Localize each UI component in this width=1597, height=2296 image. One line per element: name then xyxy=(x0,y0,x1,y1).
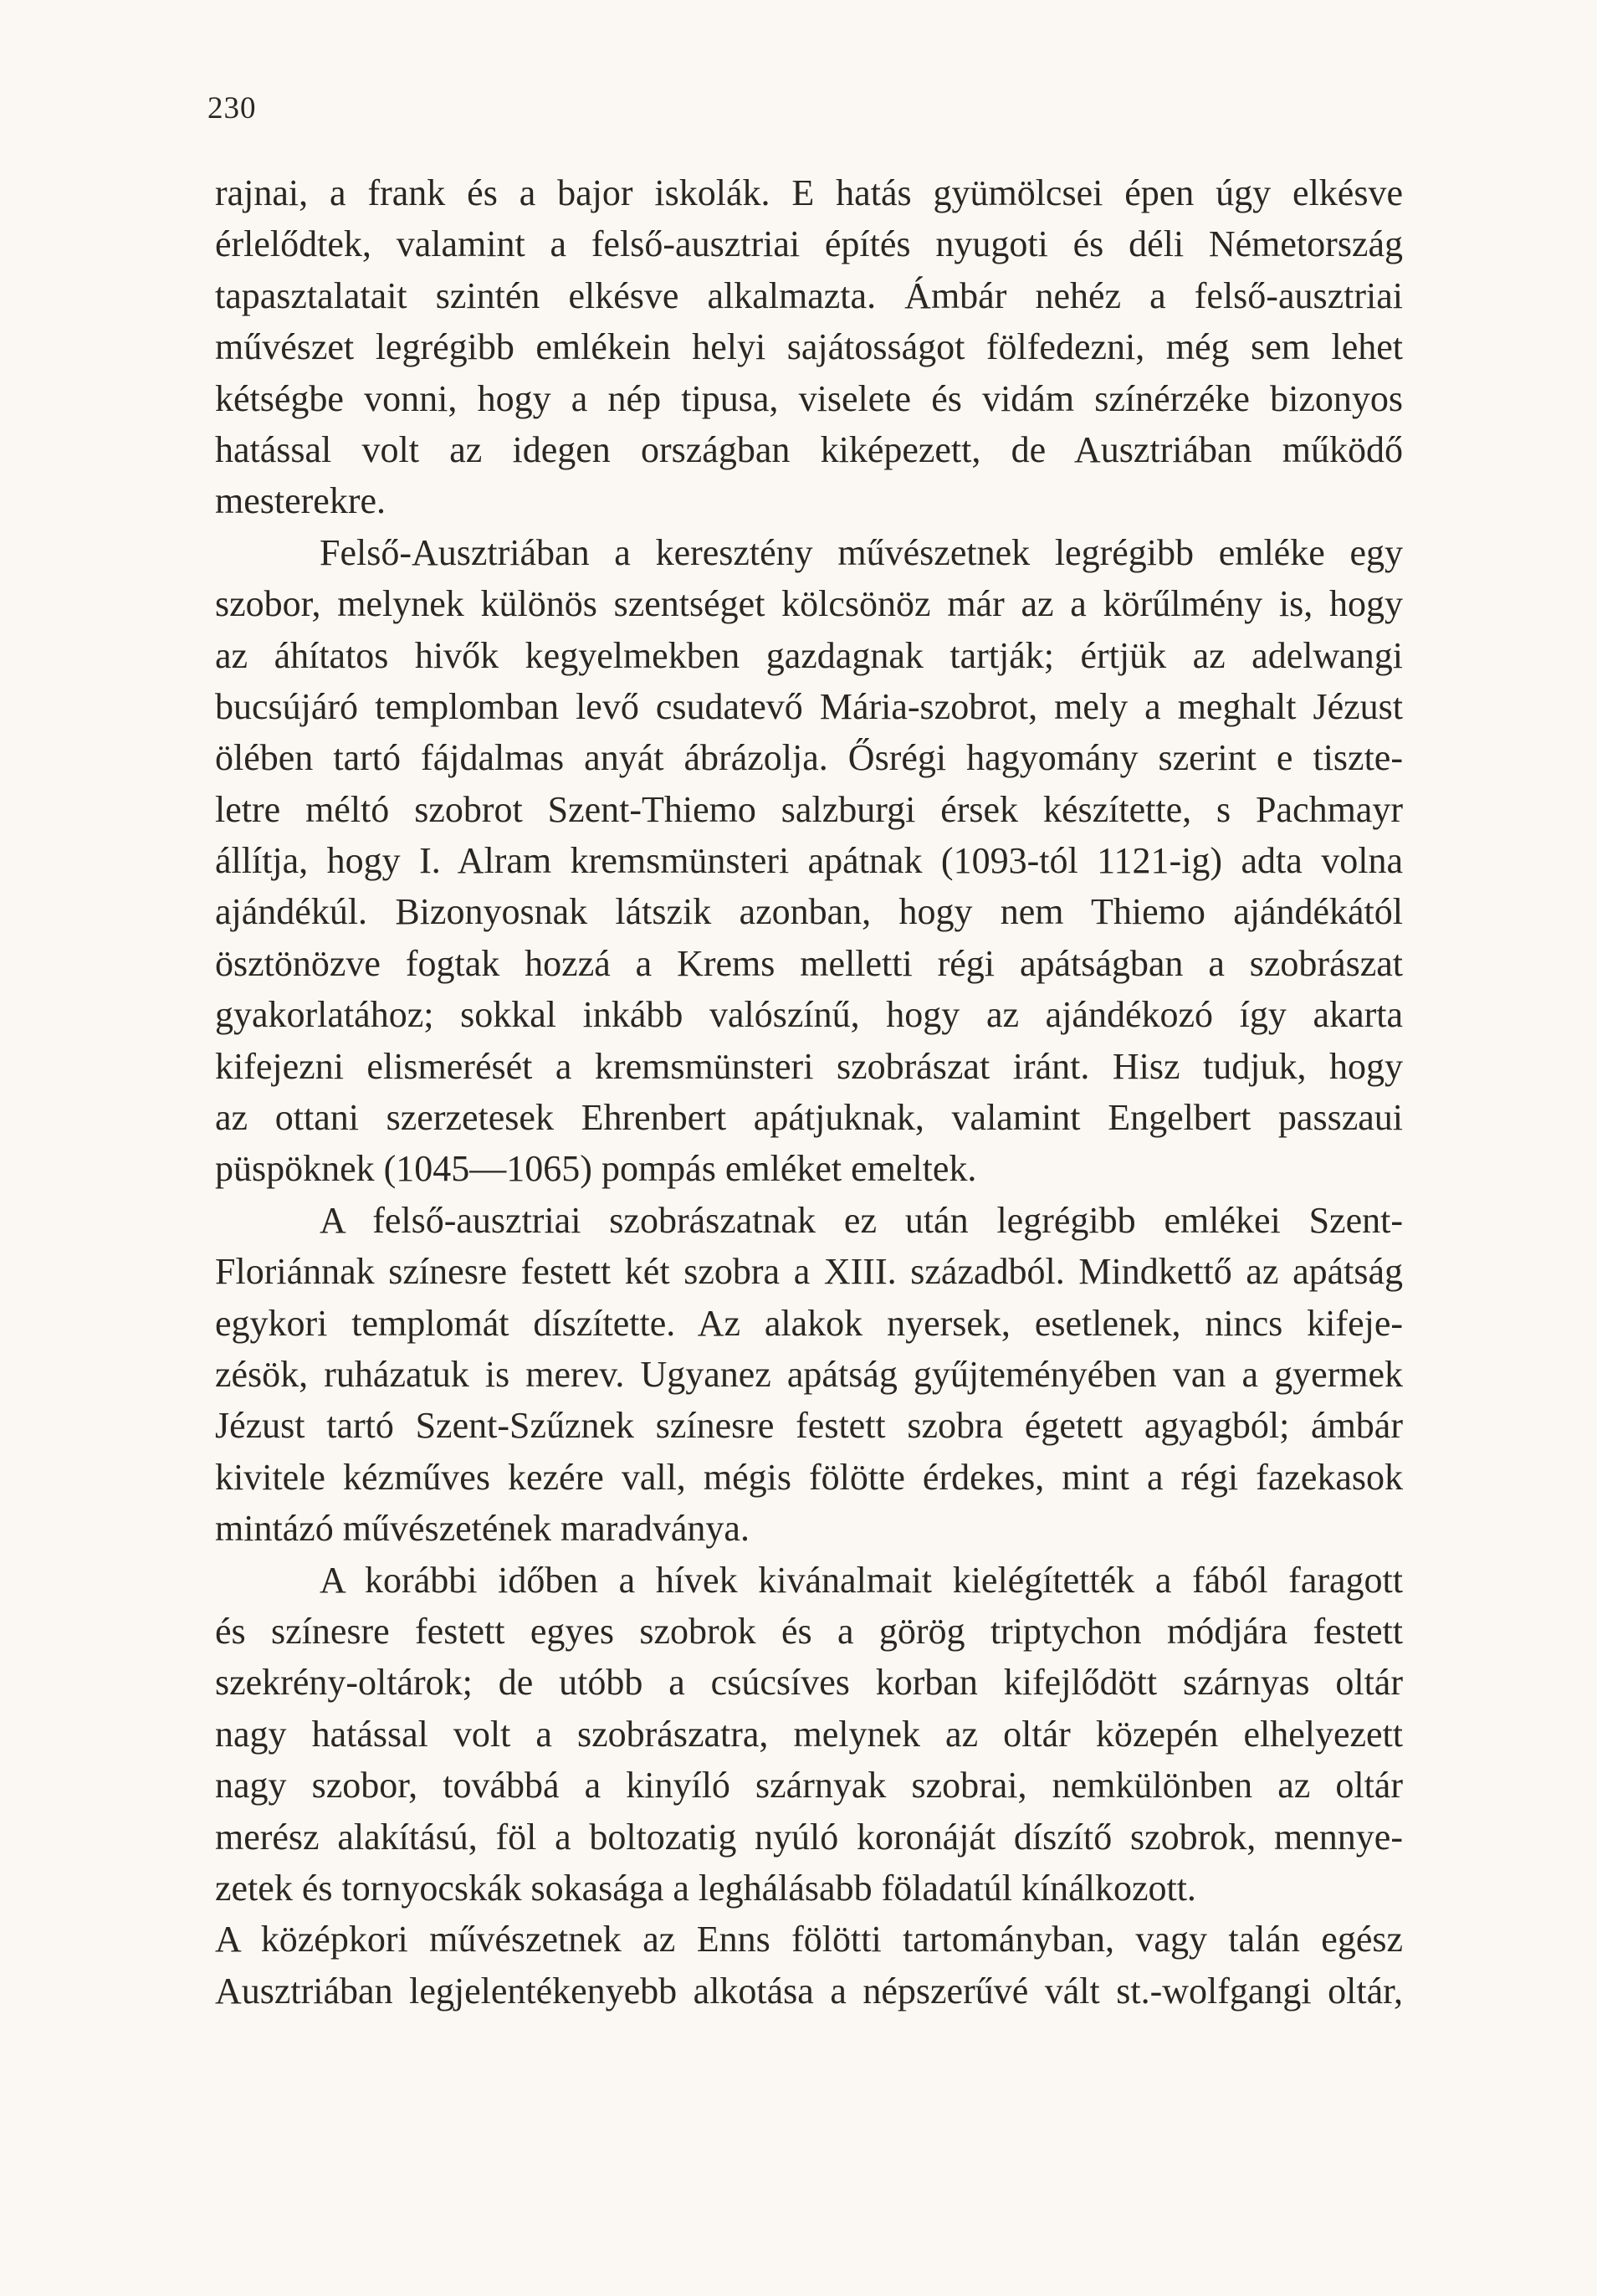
text-line: ölében tartó fájdalmas anyát ábrázolja. Ősrégi hagyomány szerint e tiszte- xyxy=(215,737,1403,779)
text-line: merész alakítású, föl a boltozatig nyúló koronáját díszítő szobrok, mennye- xyxy=(215,1816,1403,1858)
text-line: és színesre festett egyes szobrok és a görög triptychon módjára festett xyxy=(215,1610,1403,1652)
text-line: Floriánnak színesre festett két szobra a XIII. századból. Mindkettő az apátság xyxy=(215,1251,1403,1293)
paragraph-start-line: Felső-Ausztriában a keresztény művészetnek legrégibb emléke egy xyxy=(320,531,1403,573)
text-line: szobor, melynek különös szentséget kölcsönöz már az a körűlmény is, hogy xyxy=(215,583,1403,625)
text-line: bucsújáró templomban levő csudatevő Mária-szobrot, mely a meghalt Jézust xyxy=(215,685,1403,727)
paragraph-start-line: A felső-ausztriai szobrászatnak ez után legrégibb emlékei Szent- xyxy=(320,1199,1403,1241)
text-line: kifejezni elismerését a kremsmünsteri szobrászat iránt. Hisz tudjuk, hogy xyxy=(215,1045,1403,1087)
text-line: az áhítatos hivők kegyelmekben gazdagnak tartják; értjük az adelwangi xyxy=(215,634,1403,676)
body-text xyxy=(215,167,1403,2017)
text-line: Ausztriában legjelentékenyebb alkotása a népszerűvé vált st.-wolfgangi oltár, xyxy=(215,1970,1403,2012)
paragraph-start-line: A korábbi időben a hívek kivánalmait kielégítették a fából faragott xyxy=(320,1559,1403,1601)
text-line: mesterekre. xyxy=(215,480,386,522)
text-line: az ottani szerzetesek Ehrenbert apátjuknak, valamint Engelbert passzaui xyxy=(215,1097,1403,1139)
text-line: zetek és tornyocskák sokasága a leghálásabb föladatúl kínálkozott. xyxy=(215,1867,1196,1909)
text-line: letre méltó szobrot Szent-Thiemo salzburgi érsek készítette, s Pachmayr xyxy=(215,788,1403,830)
text-line: ösztönözve fogtak hozzá a Krems melletti régi apátságban a szobrászat xyxy=(215,942,1403,984)
text-line: A középkori művészetnek az Enns fölötti tartományban, vagy talán egész xyxy=(215,1919,1403,1960)
text-line: nagy szobor, továbbá a kinyíló szárnyak szobrai, nemkülönben az oltár xyxy=(215,1765,1403,1807)
text-line: egykori templomát díszítette. Az alakok nyersek, esetlenek, nincs kifeje- xyxy=(215,1302,1403,1344)
text-line: szekrény-oltárok; de utóbb a csúcsíves korban kifejlődött szárnyas oltár xyxy=(215,1662,1403,1704)
text-line: tapasztalatait szintén elkésve alkalmazta. Ámbár nehéz a felső-ausztriai xyxy=(215,274,1403,316)
text-line: rajnai, a frank és a bajor iskolák. E hatás gyümölcsei épen úgy elkésve xyxy=(215,172,1403,213)
text-line: nagy hatással volt a szobrászatra, melynek az oltár közepén elhelyezett xyxy=(215,1713,1403,1755)
text-line: érlelődtek, valamint a felső-ausztriai építés nyugoti és déli Németország xyxy=(215,223,1403,265)
text-line: kivitele kézműves kezére vall, mégis fölötte érdekes, mint a régi fazekasok xyxy=(215,1456,1403,1498)
text-line: mintázó művészetének maradványa. xyxy=(215,1508,750,1550)
text-line: gyakorlatához; sokkal inkább valószínű, hogy az ajándékozó így akarta xyxy=(215,994,1403,1036)
text-line: hatással volt az idegen országban kiképezett, de Ausztriában működő xyxy=(215,428,1403,470)
text-line: kétségbe vonni, hogy a nép tipusa, viselete és vidám színérzéke bizonyos xyxy=(215,377,1403,419)
text-line: művészet legrégibb emlékein helyi sajátosságot fölfedezni, még sem lehet xyxy=(215,326,1403,368)
page-number: 230 xyxy=(207,91,257,126)
text-line: püspöknek (1045—1065) pompás emléket emeltek. xyxy=(215,1148,977,1190)
text-line: ajándékúl. Bizonyosnak látszik azonban, hogy nem Thiemo ajándékától xyxy=(215,891,1403,933)
text-line: állítja, hogy I. Alram kremsmünsteri apátnak (1093-tól 1121-ig) adta volna xyxy=(215,840,1403,882)
text-line: zésök, ruházatuk is merev. Ugyanez apátság gyűjteményében van a gyermek xyxy=(215,1353,1403,1395)
text-line: Jézust tartó Szent-Szűznek színesre festett szobra égetett agyagból; ámbár xyxy=(215,1405,1403,1447)
